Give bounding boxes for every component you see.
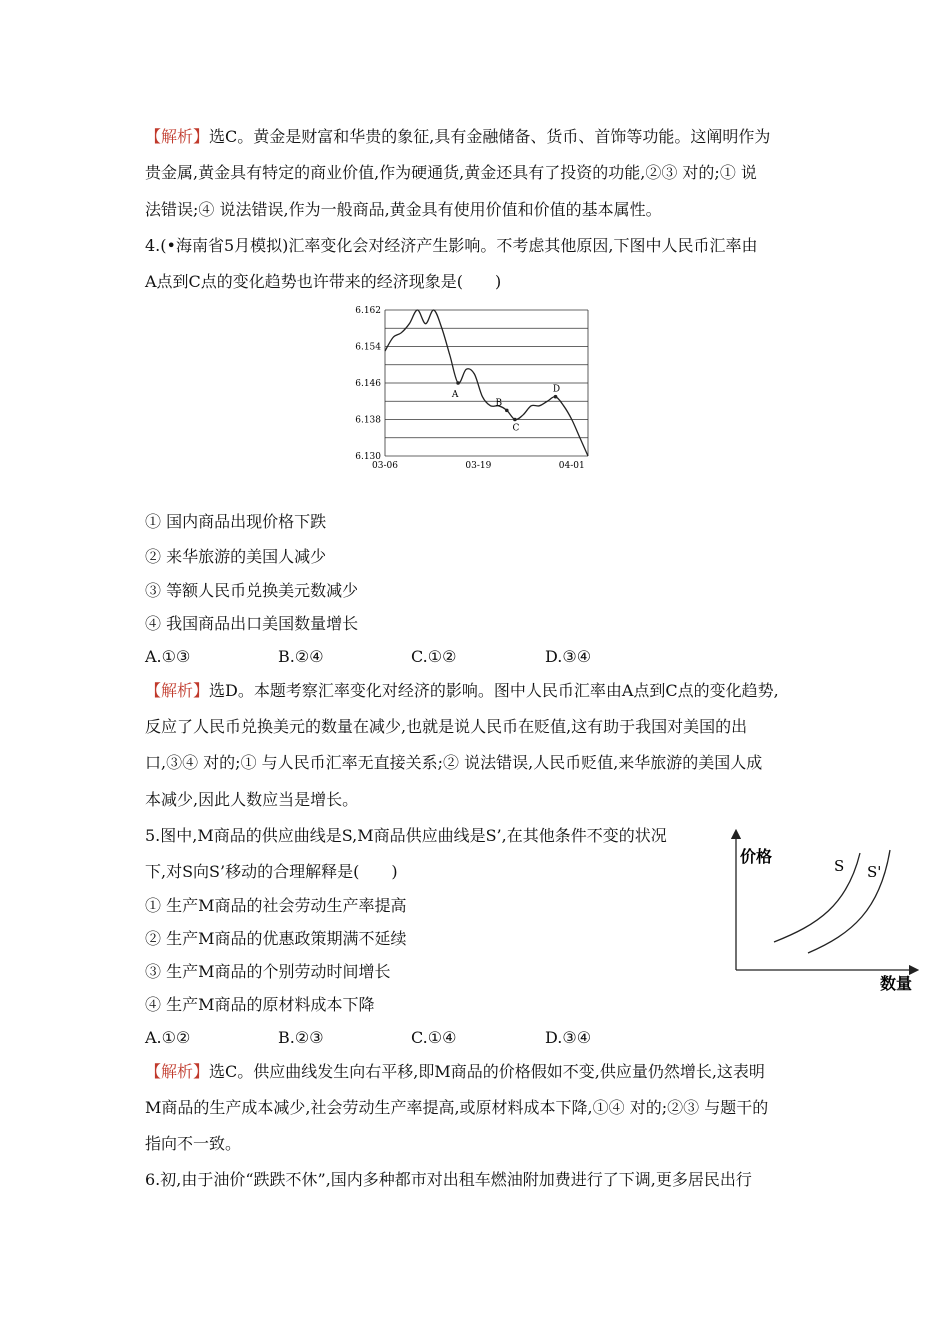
point-marker <box>505 409 509 413</box>
q4-option-b: B.②④ <box>278 647 324 666</box>
curve-label-s-prime: S' <box>867 863 882 881</box>
y-tick-label: 6.154 <box>355 342 381 353</box>
q4-analysis-line-3: 口,③④ 对的;① 与人民币汇率无直接关系;② 说法错误,人民币贬值,来华旅游的美国人成 <box>145 753 763 772</box>
q3-analysis-line-2: 贵金属,黄金具有特定的商业价值,作为硬通货,黄金还具有了投资的功能,②③ 对的;① 说 <box>145 163 757 182</box>
q5-item-3: ③ 生产M商品的个别劳动时间增长 <box>145 962 391 981</box>
point-label: C <box>512 423 520 434</box>
q4-option-d: D.③④ <box>545 647 592 666</box>
y-tick-label: 6.162 <box>355 306 381 316</box>
q5-option-a: A.①② <box>145 1028 191 1047</box>
q5-option-d: D.③④ <box>545 1028 592 1047</box>
point-label: D <box>552 384 561 395</box>
q5-item-1: ① 生产M商品的社会劳动生产率提高 <box>145 896 407 915</box>
analysis-tag: 【解析】 <box>145 127 210 146</box>
q5-item-2: ② 生产M商品的优惠政策期满不延续 <box>145 929 407 948</box>
curve-label-s: S <box>834 857 845 875</box>
q5-analysis-line-2: M商品的生产成本减少,社会劳动生产率提高,或原材料成本下降,①④ 对的;②③ 与题干的 <box>145 1098 769 1117</box>
q4-analysis-line-4: 本减少,因此人数应当是增长。 <box>145 790 359 809</box>
q4-item-2: ② 来华旅游的美国人减少 <box>145 547 327 566</box>
analysis-tag: 【解析】 <box>145 681 210 700</box>
q5-option-b: B.②③ <box>278 1028 324 1047</box>
x-tick-label: 03-19 <box>465 461 492 471</box>
x-axis-label: 数量 <box>880 974 913 993</box>
q4-item-4: ④ 我国商品出口美国数量增长 <box>145 614 359 633</box>
q4-option-a: A.①③ <box>145 647 191 666</box>
q4-option-c: C.①② <box>411 647 457 666</box>
q5-item-4: ④ 生产M商品的原材料成本下降 <box>145 995 375 1014</box>
supply-curve-chart <box>722 828 922 998</box>
q4-stem-line-2: A点到C点的变化趋势也许带来的经济现象是( ) <box>145 272 502 291</box>
x-tick-label: 03-06 <box>372 461 398 471</box>
point-label: A <box>451 390 459 400</box>
analysis-tag: 【解析】 <box>145 1062 210 1081</box>
point-marker <box>554 395 558 399</box>
q5-stem-line-2: 下,对S向S’移动的合理解释是( ) <box>145 862 398 881</box>
q4-item-3: ③ 等额人民币兑换美元数减少 <box>145 581 359 600</box>
point-marker <box>456 381 460 385</box>
point-label: B <box>495 398 503 409</box>
y-tick-label: 6.130 <box>355 452 381 462</box>
q4-analysis-line-1: 【解析】选D。本题考察汇率变化对经济的影响。图中人民币汇率由A点到C点的变化趋势, <box>145 681 779 700</box>
q6-stem-line-1: 6.初,由于油价“跌跌不休”,国内多种都市对出租车燃油附加费进行了下调,更多居民出行 <box>145 1170 752 1189</box>
q4-analysis-line-2: 反应了人民币兑换美元的数量在减少,也就是说人民币在贬值,这有助于我国对美国的出 <box>145 717 748 736</box>
exchange-rate-chart <box>345 300 600 475</box>
q3-analysis-line-3: 法错误;④ 说法错误,作为一般商品,黄金具有使用价值和价值的基本属性。 <box>145 200 662 219</box>
q5-analysis-line-3: 指向不一致。 <box>145 1134 242 1153</box>
q4-stem-line-1: 4.(•海南省5月模拟)汇率变化会对经济产生影响。不考虑其他原因,下图中人民币汇率由 <box>145 236 758 255</box>
x-tick-label: 04-01 <box>558 461 585 471</box>
q5-option-c: C.①④ <box>411 1028 457 1047</box>
q4-item-1: ① 国内商品出现价格下跌 <box>145 512 327 531</box>
point-marker <box>513 418 517 422</box>
supply-curve-s <box>774 853 860 942</box>
y-tick-label: 6.146 <box>355 379 381 389</box>
y-axis-label: 价格 <box>740 847 773 866</box>
q5-stem-line-1: 5.图中,M商品的供应曲线是S,M商品供应曲线是S’,在其他条件不变的状况 <box>145 826 667 845</box>
q3-analysis-line-1: 【解析】选C。黄金是财富和华贵的象征,具有金融储备、货币、首饰等功能。这阐明作为 <box>145 127 771 146</box>
y-tick-label: 6.138 <box>355 415 381 426</box>
q5-analysis-line-1: 【解析】选C。供应曲线发生向右平移,即M商品的价格假如不变,供应量仍然增长,这表明 <box>145 1062 765 1081</box>
